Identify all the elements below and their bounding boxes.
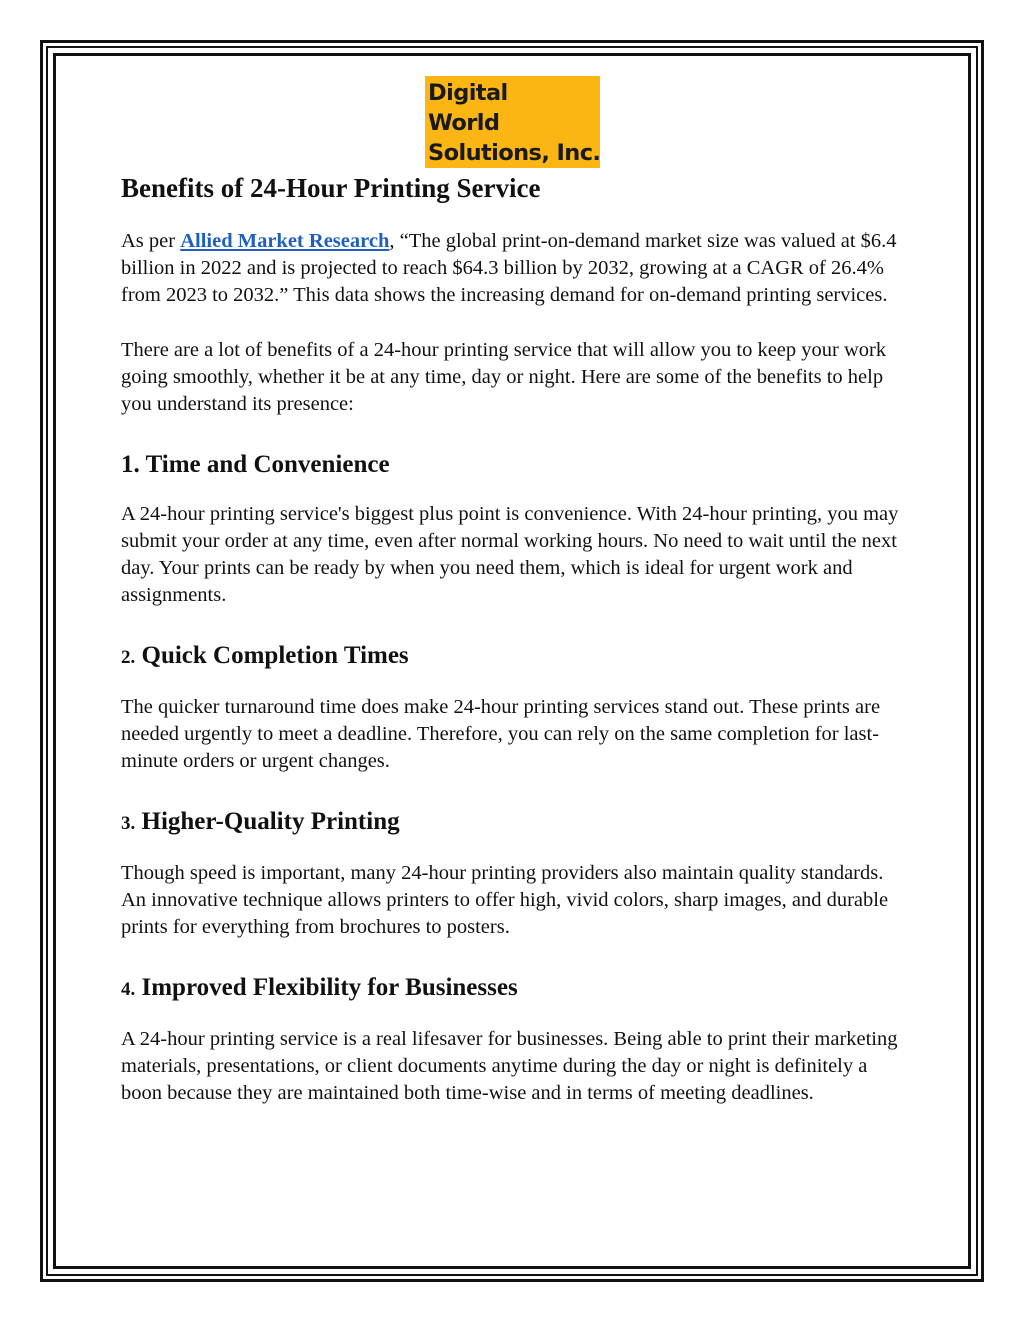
section-body-4: A 24-hour printing service is a real lifesaver for businesses. Being able to print their marketing materials, presentations, or client documents anytime during the day or night is definitely a boon because they are maintained both time-wise and in terms of meeting deadlines.: [121, 1028, 898, 1104]
section-title-1: Time and Convenience: [145, 451, 390, 478]
intro-suffix: , “The global print-on-demand market size was valued at $6.4 billion in 2022 and is projected to reach $64.3 billion by 2032, growing at a CAGR of 26.4% from 2023 to 2032.” This data shows the increasing demand for on-demand printing services.: [121, 230, 897, 306]
section-title-4: Improved Flexibility for Businesses: [141, 974, 518, 1001]
section-number-1: 1.: [121, 451, 140, 478]
intro-prefix: As per: [121, 230, 181, 252]
benefits-intro-paragraph: There are a lot of benefits of a 24-hour printing service that will allow you to keep your work going smoothly, whether it be at any time, day or night. Here are some of the benefits to help you understand its presence:: [121, 339, 887, 415]
logo-line-1: Digital: [428, 80, 508, 106]
logo-line-2: World: [428, 110, 500, 136]
section-body-3: Though speed is important, many 24-hour printing providers also maintain quality standards. An innovative technique allows printers to offer high, vivid colors, sharp images, and durable prints for everything from brochures to posters.: [121, 862, 889, 938]
section-title-2: Quick Completion Times: [141, 642, 409, 669]
section-heading-4: [121, 972, 911, 1006]
section-title-3: Higher-Quality Printing: [141, 808, 400, 835]
article-body: [121, 170, 911, 1107]
section-heading-2: [121, 640, 911, 674]
logo-line-3: Solutions, Inc.: [428, 140, 601, 166]
section-body-2: The quicker turnaround time does make 24-hour printing services stand out. These prints are needed urgently to meet a deadline. Therefore, you can rely on the same completion for last-minute orders or urgent changes.: [121, 696, 881, 772]
section-body-1: A 24-hour printing service's biggest plus point is convenience. With 24-hour printing, you may submit your order at any time, even after normal working hours. No need to wait until the next day. Your prints can be ready by when you need them, which is ideal for urgent work and assignments.: [121, 503, 899, 606]
intro-paragraph: [121, 228, 911, 309]
section-number-4: 4.: [121, 979, 136, 1000]
section-heading-3: [121, 806, 911, 840]
company-logo: [425, 76, 600, 168]
section-heading-1: [121, 449, 911, 481]
section-number-3: 3.: [121, 813, 136, 834]
section-number-2: 2.: [121, 647, 136, 668]
page-title: Benefits of 24-Hour Printing Service: [121, 173, 541, 203]
allied-market-research-link[interactable]: Allied Market Research: [180, 230, 390, 252]
